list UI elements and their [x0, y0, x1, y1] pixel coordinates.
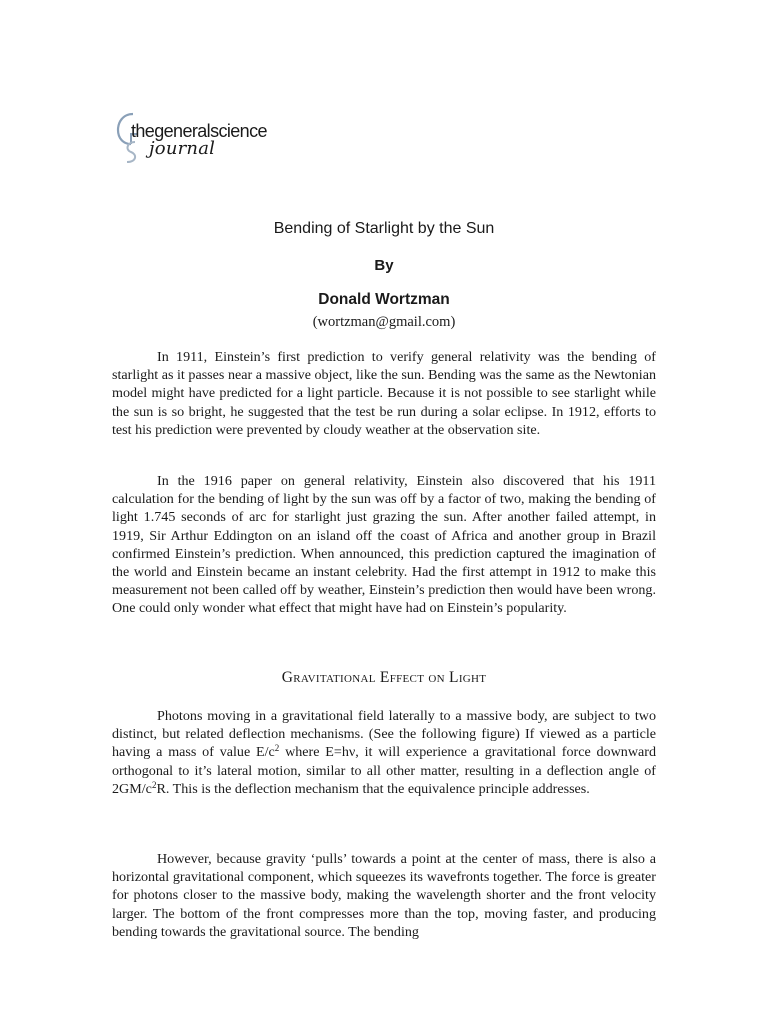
journal-logo	[113, 108, 313, 168]
paragraph-photons-part2: where E=hν, it will experience a gravitational force downward orthogonal to it’s lateral motion, similar to all other matter, resulting in a deflection angle of 2GM/c	[112, 744, 656, 797]
superscript-squared: 2	[274, 743, 280, 754]
logo-text-line1: thegeneralscience	[131, 121, 267, 141]
author-email: (wortzman@gmail.com)	[312, 314, 456, 330]
byline: By	[374, 257, 394, 274]
paragraph-history: In the 1916 paper on general relativity, Einstein also discovered that his 1911 calculation for the bending of light by the sun was off by a factor of two, making the bending of light 1.745 seconds of arc for starlight just grazing the sun. After another failed attempt, in 1919, Sir Arthur Eddington on an island off the coast of Africa and another group in Brazil confirmed Einstein’s prediction. When announced, this prediction captured the imagination of the world and Einstein became an instant celebrity. Had the first attempt in 1912 to make this measurement not been called off by weather, Einstein’s prediction then would have been wrong. One could only wonder what effect that might have had on Einstein’s popularity.	[112, 473, 656, 617]
paragraph-photons	[112, 707, 656, 798]
section-heading: Gravitational Effect on Light	[281, 669, 487, 686]
paragraph-photons-part3: R. This is the deflection mechanism that the equivalence principle addresses.	[156, 780, 590, 797]
paper-title: Bending of Starlight by the Sun	[273, 220, 495, 237]
paragraph-intro: In 1911, Einstein’s first prediction to verify general relativity was the bending of starlight as it passes near a massive object, like the sun. Bending was the same as the Newtonian model might have predicted for a light particle. Because it is not possible to see starlight while the sun is so bright, he suggested that the test be run during a solar eclipse. In 1912, efforts to test his prediction were prevented by cloudy weather at the observation site.	[112, 349, 656, 438]
paragraph-photons-part1: Photons moving in a gravitational field laterally to a massive body, are subject to two distinct, but related deflection mechanisms. (See the following figure) If viewed as a particle having a mass of value E/c	[112, 708, 656, 761]
paragraph-horizontal-component: However, because gravity ‘pulls’ towards a point at the center of mass, there is also a horizontal gravitational component, which squeezes its wavefronts together. The force is greater for photons closer to the massive body, making the wavelength shorter and the front velocity larger. The bottom of the front compresses more than the top, moving faster, and producing bending towards the gravitational source. The bending	[112, 851, 656, 940]
superscript-squared: 2	[151, 779, 157, 790]
logo-text-line2: journal	[149, 138, 216, 159]
author-name: Donald Wortzman	[318, 291, 450, 308]
